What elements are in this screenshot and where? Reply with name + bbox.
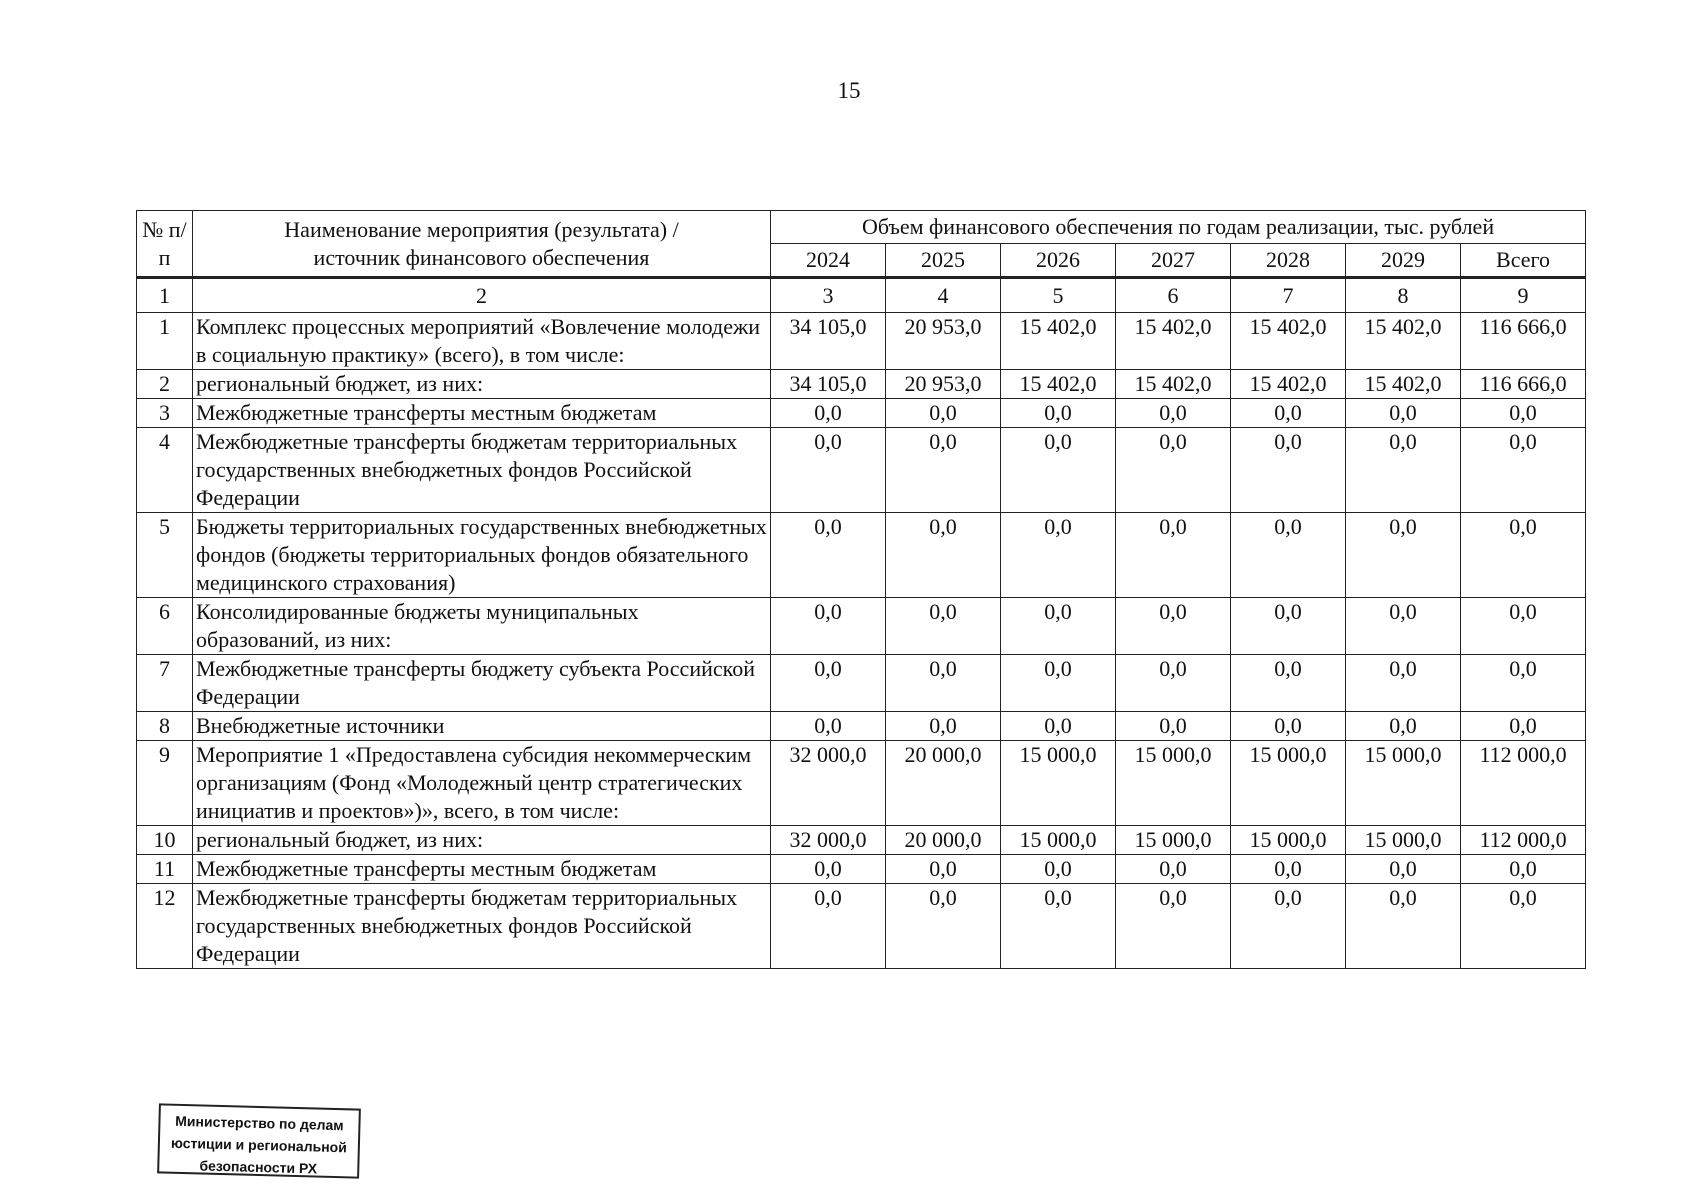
column-index-cell: 9	[1461, 278, 1586, 313]
row-value: 0,0	[1346, 655, 1461, 712]
row-name: Межбюджетные трансферты бюджетам территориальных государственных внебюджетных фондов Российской Федерации	[193, 428, 771, 513]
row-number: 3	[137, 399, 193, 428]
row-name: региональный бюджет, из них:	[193, 370, 771, 399]
stamp-line1: Министерство по делам	[175, 1112, 344, 1134]
row-value: 15 402,0	[1346, 313, 1461, 370]
row-value: 0,0	[1001, 712, 1116, 741]
header-year: 2027	[1116, 244, 1231, 278]
table-row	[137, 598, 1586, 655]
column-index-cell: 3	[771, 278, 886, 313]
row-value: 15 000,0	[1346, 741, 1461, 826]
row-value: 0,0	[886, 712, 1001, 741]
header-name-line1: Наименование мероприятия (результата) /	[284, 216, 679, 242]
row-number: 6	[137, 598, 193, 655]
row-value: 0,0	[886, 855, 1001, 884]
column-index-cell: 6	[1116, 278, 1231, 313]
row-value: 0,0	[1461, 884, 1586, 969]
table-row	[137, 884, 1586, 969]
row-value: 15 402,0	[1001, 313, 1116, 370]
row-value: 0,0	[771, 399, 886, 428]
column-index-cell: 8	[1346, 278, 1461, 313]
row-value: 0,0	[1116, 712, 1231, 741]
table-row	[137, 741, 1586, 826]
row-value: 20 000,0	[886, 826, 1001, 855]
row-value: 0,0	[1346, 712, 1461, 741]
row-name: Межбюджетные трансферты бюджетам территориальных государственных внебюджетных фондов Российской Федерации	[193, 884, 771, 969]
header-year: 2028	[1231, 244, 1346, 278]
row-number: 2	[137, 370, 193, 399]
row-value: 0,0	[1001, 884, 1116, 969]
row-value: 15 000,0	[1001, 826, 1116, 855]
row-value: 15 402,0	[1346, 370, 1461, 399]
row-value: 0,0	[886, 884, 1001, 969]
row-name: Внебюджетные источники	[193, 712, 771, 741]
row-value: 0,0	[886, 399, 1001, 428]
row-value: 34 105,0	[771, 313, 886, 370]
row-value: 0,0	[771, 712, 886, 741]
row-value: 0,0	[1461, 655, 1586, 712]
row-value: 0,0	[1116, 513, 1231, 598]
row-value: 0,0	[1461, 513, 1586, 598]
header-year: 2025	[886, 244, 1001, 278]
header-year: Всего	[1461, 244, 1586, 278]
row-value: 112 000,0	[1461, 741, 1586, 826]
row-number: 9	[137, 741, 193, 826]
row-value: 0,0	[1001, 399, 1116, 428]
row-value: 15 000,0	[1231, 741, 1346, 826]
table-row	[137, 513, 1586, 598]
row-value: 0,0	[1116, 399, 1231, 428]
row-value: 0,0	[771, 655, 886, 712]
row-value: 0,0	[1346, 884, 1461, 969]
row-value: 15 000,0	[1116, 741, 1231, 826]
row-value: 112 000,0	[1461, 826, 1586, 855]
row-value: 0,0	[1346, 855, 1461, 884]
row-value: 0,0	[1231, 655, 1346, 712]
row-value: 0,0	[1116, 655, 1231, 712]
column-index-cell: 4	[886, 278, 1001, 313]
row-value: 0,0	[1001, 655, 1116, 712]
row-value: 15 000,0	[1116, 826, 1231, 855]
row-value: 0,0	[1231, 513, 1346, 598]
row-value: 0,0	[1346, 598, 1461, 655]
stamp-line2: юстиции и региональной	[170, 1134, 348, 1156]
header-name-line2: источник финансового обеспечения	[313, 244, 650, 270]
header-name	[193, 211, 771, 278]
financing-table	[136, 210, 1586, 969]
row-number: 12	[137, 884, 193, 969]
row-value: 0,0	[1231, 884, 1346, 969]
row-name: Бюджеты территориальных государственных внебюджетных фондов (бюджеты территориальных фондов обязательного медицинского страхования)	[193, 513, 771, 598]
row-value: 0,0	[1116, 855, 1231, 884]
row-value: 15 000,0	[1001, 741, 1116, 826]
row-value: 0,0	[1231, 712, 1346, 741]
row-value: 0,0	[1461, 428, 1586, 513]
table-row	[137, 712, 1586, 741]
row-value: 0,0	[1231, 598, 1346, 655]
row-value: 15 402,0	[1116, 370, 1231, 399]
row-value: 34 105,0	[771, 370, 886, 399]
row-value: 0,0	[771, 855, 886, 884]
row-value: 0,0	[1001, 428, 1116, 513]
table-row	[137, 313, 1586, 370]
stamp-line3: безопасности РХ	[199, 1157, 318, 1177]
row-value: 0,0	[1001, 855, 1116, 884]
row-number: 10	[137, 826, 193, 855]
row-value: 0,0	[886, 598, 1001, 655]
table-row	[137, 855, 1586, 884]
row-value: 0,0	[1461, 712, 1586, 741]
row-value: 0,0	[1346, 428, 1461, 513]
row-name: Мероприятие 1 «Предоставлена субсидия некоммерческим организациям (Фонд «Молодежный центр стратегических инициатив и проектов»)», всего, в том числе:	[193, 741, 771, 826]
row-value: 0,0	[1001, 513, 1116, 598]
row-value: 0,0	[1116, 598, 1231, 655]
column-index-row	[137, 278, 1586, 313]
row-value: 116 666,0	[1461, 370, 1586, 399]
row-value: 15 402,0	[1231, 313, 1346, 370]
row-value: 0,0	[1231, 399, 1346, 428]
table-row	[137, 370, 1586, 399]
row-value: 15 402,0	[1001, 370, 1116, 399]
row-number: 8	[137, 712, 193, 741]
header-year: 2026	[1001, 244, 1116, 278]
row-value: 32 000,0	[771, 826, 886, 855]
row-value: 0,0	[1346, 399, 1461, 428]
row-value: 0,0	[886, 428, 1001, 513]
row-value: 0,0	[1461, 855, 1586, 884]
row-name: Комплекс процессных мероприятий «Вовлечение молодежи в социальную практику» (всего), в том числе:	[193, 313, 771, 370]
row-value: 15 000,0	[1346, 826, 1461, 855]
table-row	[137, 428, 1586, 513]
row-value: 15 000,0	[1231, 826, 1346, 855]
ministry-stamp	[157, 1103, 361, 1178]
row-value: 20 000,0	[886, 741, 1001, 826]
column-index-cell: 2	[193, 278, 771, 313]
row-number: 7	[137, 655, 193, 712]
header-year: 2029	[1346, 244, 1461, 278]
row-value: 20 953,0	[886, 370, 1001, 399]
row-value: 0,0	[1461, 399, 1586, 428]
row-number: 5	[137, 513, 193, 598]
header-num: № п/п	[137, 211, 193, 278]
row-value: 0,0	[771, 884, 886, 969]
column-index-cell: 7	[1231, 278, 1346, 313]
header-year: 2024	[771, 244, 886, 278]
row-value: 0,0	[1001, 598, 1116, 655]
row-value: 32 000,0	[771, 741, 886, 826]
row-value: 0,0	[1116, 884, 1231, 969]
table-row	[137, 399, 1586, 428]
row-name: Межбюджетные трансферты местным бюджетам	[193, 855, 771, 884]
row-value: 20 953,0	[886, 313, 1001, 370]
row-value: 0,0	[886, 513, 1001, 598]
column-index-cell: 1	[137, 278, 193, 313]
row-value: 0,0	[771, 598, 886, 655]
row-value: 15 402,0	[1116, 313, 1231, 370]
row-value: 15 402,0	[1231, 370, 1346, 399]
row-value: 0,0	[886, 655, 1001, 712]
row-number: 11	[137, 855, 193, 884]
table-row	[137, 826, 1586, 855]
row-name: региональный бюджет, из них:	[193, 826, 771, 855]
row-value: 0,0	[1346, 513, 1461, 598]
row-value: 0,0	[1461, 598, 1586, 655]
table-row	[137, 655, 1586, 712]
row-number: 1	[137, 313, 193, 370]
row-number: 4	[137, 428, 193, 513]
row-value: 0,0	[771, 428, 886, 513]
row-value: 0,0	[1116, 428, 1231, 513]
row-value: 0,0	[1231, 855, 1346, 884]
row-value: 0,0	[771, 513, 886, 598]
row-name: Межбюджетные трансферты бюджету субъекта Российской Федерации	[193, 655, 771, 712]
header-group: Объем финансового обеспечения по годам реализации, тыс. рублей	[771, 211, 1586, 244]
column-index-cell: 5	[1001, 278, 1116, 313]
row-name: Консолидированные бюджеты муниципальных образований, из них:	[193, 598, 771, 655]
row-value: 116 666,0	[1461, 313, 1586, 370]
page-number: 15	[837, 78, 861, 103]
row-name: Межбюджетные трансферты местным бюджетам	[193, 399, 771, 428]
row-value: 0,0	[1231, 428, 1346, 513]
